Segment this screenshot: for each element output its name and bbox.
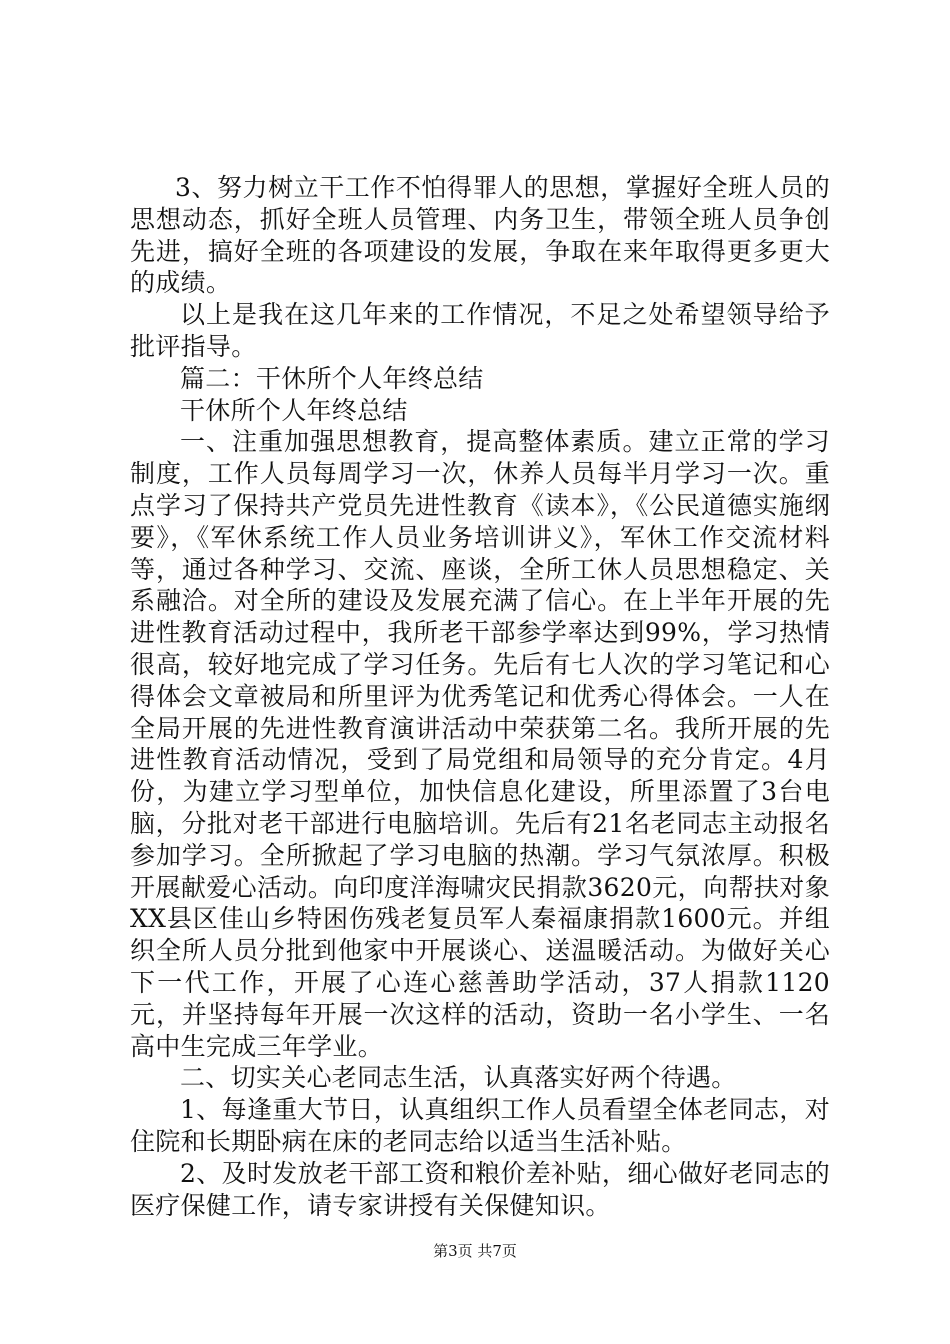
paragraph-item-2: 2、及时发放老干部工资和粮价差补贴，细心做好老同志的医疗保健工作，请专家讲授有关保健知识。 <box>130 1158 830 1220</box>
document-body <box>130 172 830 1221</box>
page-number-footer: 第3页 共7页 <box>433 1242 517 1260</box>
paragraph-conclusion: 以上是我在这几年来的工作情况，不足之处希望领导给予批评指导。 <box>130 300 830 361</box>
paragraph-item-1: 1、每逢重大节日，认真组织工作人员看望全体老同志，对住院和长期卧病在床的老同志给以适当生活补贴。 <box>130 1095 830 1156</box>
section-title: 干休所个人年终总结 <box>180 395 408 425</box>
paragraph-item-3-summary: 3、努力树立干工作不怕得罪人的思想，掌握好全班人员的思想动态，抓好全班人员管理、内务卫生，带领全班人员争创先进，搞好全班的各项建设的发展，争取在来年取得更多更大的成绩。 <box>130 173 830 298</box>
paragraph-section-two: 二、切实关心老同志生活，认真落实好两个待遇。 <box>180 1063 737 1093</box>
section-heading: 篇二：干休所个人年终总结 <box>180 363 484 393</box>
paragraph-section-one: 一、注重加强思想教育，提高整体素质。建立正常的学习制度，工作人员每周学习一次，休养人员每半月学习一次。重点学习了保持共产党员先进性教育《读本》，《公民道德实施纲要》，《军休系统工作人员业务培训讲义》，军休工作交流材料等，通过各种学习、交流、座谈，全所工休人员思想稳定、关系融洽。对全所的建设及发展充满了信心。在上半年开展的先进性教育活动过程中，我所老干部参学率达到99%，学习热情很高，较好地完成了学习任务。先后有七人次的学习笔记和心得体会文章被局和所里评为优秀笔记和优秀心得体会。一人在全局开展的先进性教育演讲活动中荣获第二名。我所开展的先进性教育活动情况，受到了局党组和局领导的充分肯定。4月份，为建立学习型单位，加快信息化建设，所里添置了3台电脑，分批对老干部进行电脑培训。先后有21名老同志主动报名参加学习。全所掀起了学习电脑的热潮。学习气氛浓厚。积极开展献爱心活动。向印度洋海啸灾民捐款3620元，向帮扶对象XX县区佳山乡特困伤残老复员军人秦福康捐款1600元。并组织全所人员分批到他家中开展谈心、送温暖活动。为做好关心下一代工作，开展了心连心慈善助学活动，37人捐款1120元，并坚持每年开展一次这样的活动，资助一名小学生、一名高中生完成三年学业。 <box>130 427 830 1061</box>
